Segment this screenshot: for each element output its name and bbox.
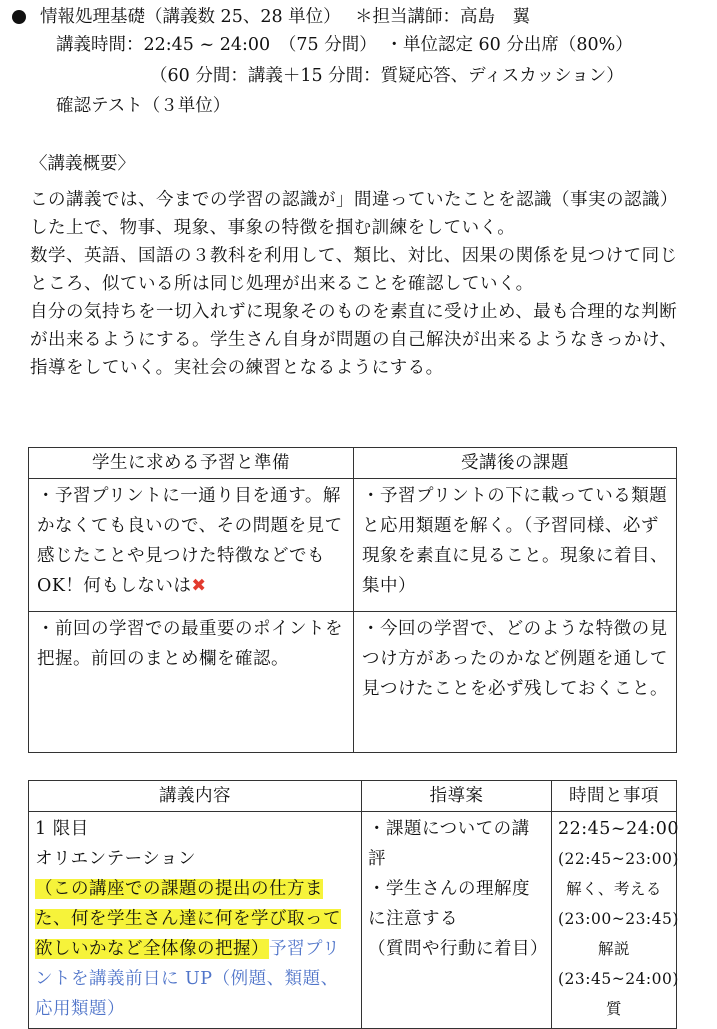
overview-heading: 〈講義概要〉 <box>30 154 135 174</box>
overview-paragraph: 数学、英語、国語の３教科を利用して、類比、対比、因果の関係を見つけて同じところ、似ている所は同じ処理が出来ることを確認していく。 <box>30 246 678 294</box>
upload-note: 予習プリントを講義前日に UP（例題、類題、応用類題） <box>35 939 341 1019</box>
table-row <box>29 612 677 753</box>
highlighted-note: （この講座での課題の提出の仕方また、何を学生さん達に何を学び取って欲しいかなど全体像の把握） <box>35 879 341 959</box>
schedule-total: 22:45~24:00 <box>558 819 680 839</box>
schedule-slot-item: 解説 <box>597 940 630 958</box>
lecture-time-line: 講義時間：22:45 ~ 24:00 （75 分間） ・単位認定 60 分出席（80%） <box>56 35 633 55</box>
topic-label: オリエンテーション <box>35 849 196 869</box>
schedule-header: 時間と事項 <box>552 781 677 812</box>
homework-header: 受講後の課題 <box>354 448 677 479</box>
content-cell <box>29 812 362 1029</box>
schedule-cell <box>552 812 680 1029</box>
content-header: 講義内容 <box>29 781 362 812</box>
schedule-slot-item: 解く、考える <box>566 880 662 898</box>
guidance-item: （質問や行動に着目） <box>368 939 548 959</box>
table-row <box>29 479 677 612</box>
guidance-item: ・課題についての講評 <box>368 819 530 869</box>
confirmation-test-line: 確認テスト（３単位） <box>56 96 231 116</box>
schedule-slot-time: (23:45~24:00)質 <box>558 970 679 1018</box>
guidance-cell <box>362 812 552 1029</box>
lecture-breakdown-line: （60 分間：講義＋15 分間：質疑応答、ディスカッション） <box>150 66 624 86</box>
overview-text <box>30 186 690 382</box>
prep-table <box>28 447 677 753</box>
schedule-slot-time: (22:45~23:00) <box>558 850 679 868</box>
prep-cell: ・予習プリントに一通り目を通す。解かなくても良いので、その問題を見て感じたことや見つけた特徴などでも OK！何もしないは✖ <box>29 479 354 612</box>
period-label: 1 限目 <box>35 819 89 839</box>
overview-paragraph: この講義では、今までの学習の認識が」間違っていたことを認識（事実の認識）した上で、物事、現象、事象の特徴を掴む訓練をしていく。 <box>30 190 678 238</box>
prep-header: 学生に求める予習と準備 <box>29 448 354 479</box>
guidance-header: 指導案 <box>362 781 552 812</box>
course-title-line: 情報処理基礎（講義数 25、28 単位） ＊担当講師：高島 翼 <box>40 7 530 27</box>
overview-paragraph: 自分の気持ちを一切入れずに現象そのものを素直に受け止め、最も合理的な判断が出来るようにする。学生さん自身が問題の自己解決が出来るようなきっかけ、指導をしていく。実社会の練習となるようにする。 <box>30 302 678 378</box>
prep-cell: ・前回の学習での最重要のポイントを把握。前回のまとめ欄を確認。 <box>29 612 354 753</box>
red-x-icon: ✖ <box>191 576 207 596</box>
schedule-slot-time: (23:00~23:45) <box>558 910 679 928</box>
guidance-item: ・学生さんの理解度に注意する <box>368 879 530 929</box>
homework-cell: ・今回の学習で、どのような特徴の見つけ方があったのかなど例題を通して見つけたことを必ず残しておくこと。 <box>354 612 677 753</box>
homework-cell: ・予習プリントの下に載っている類題と応用類題を解く。（予習同様、必ず現象を素直に見ること。現象に着目、集中） <box>354 479 677 612</box>
bullet-icon <box>12 10 26 24</box>
table-row <box>29 812 677 1029</box>
lecture-table <box>28 780 680 1029</box>
